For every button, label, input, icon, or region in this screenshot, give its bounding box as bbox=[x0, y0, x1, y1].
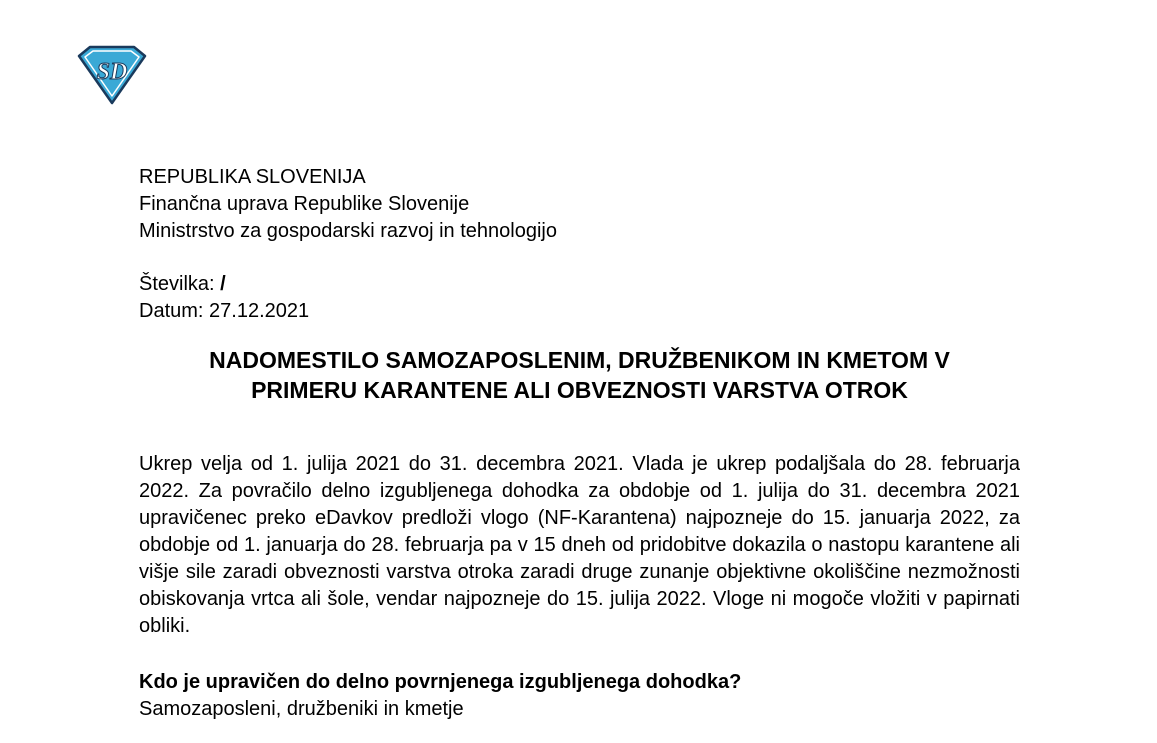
date-label: Datum: bbox=[139, 300, 204, 322]
number-label: Številka: bbox=[139, 273, 215, 295]
eligibility-question-heading: Kdo je upravičen do delno povrnjenega izgubljenega dohodka? bbox=[139, 671, 742, 693]
document-number bbox=[139, 271, 1020, 298]
title-line-1: NADOMESTILO SAMOZAPOSLENIM, DRUŽBENIKOM IN KMETOM V bbox=[209, 347, 950, 373]
header-ministry: Ministrstvo za gospodarski razvoj in tehnologijo bbox=[139, 220, 557, 242]
document-title bbox=[139, 345, 1020, 405]
title-line-2: PRIMERU KARANTENE ALI OBVEZNOSTI VARSTVA OTROK bbox=[251, 377, 908, 403]
number-value: / bbox=[220, 273, 226, 295]
header-financial-administration: Finančna uprava Republike Slovenije bbox=[139, 193, 470, 215]
sd-shield-logo-icon bbox=[76, 44, 148, 106]
date-value: 27.12.2021 bbox=[209, 300, 310, 322]
header-republic: REPUBLIKA SLOVENIJA bbox=[139, 166, 366, 188]
document-page bbox=[139, 164, 1020, 723]
eligibility-answer-partial: Samozaposleni, družbeniki in kmetje bbox=[139, 698, 464, 720]
intro-paragraph: Ukrep velja od 1. julija 2021 do 31. decembra 2021. Vlada je ukrep podaljšala do 28. februarja 2022. Za povračilo delno izgubljenega dohodka za obdobje od 1. julija do 31. decembra 2021 upravičenec preko eDavkov predloži vlogo (NF-Karantena) najpozneje do 15. januarja 2022, za obdobje od 1. januarja do 28. februarja pa v 15 dneh od pridobitve dokazila o nastopu karantene ali višje sile zaradi obveznosti varstva otroka zaradi druge zunanje objektivne okoliščine nezmožnosti obiskovanja vrtca ali šole, vendar najpozneje do 15. julija 2022. Vloge ni mogoče vložiti v papirnati obliki. bbox=[139, 453, 1020, 637]
document-meta bbox=[139, 271, 1020, 325]
document-date bbox=[139, 298, 1020, 325]
sd-logo bbox=[76, 44, 148, 106]
issuer-header bbox=[139, 164, 1020, 245]
logo-text: SD bbox=[96, 59, 128, 85]
